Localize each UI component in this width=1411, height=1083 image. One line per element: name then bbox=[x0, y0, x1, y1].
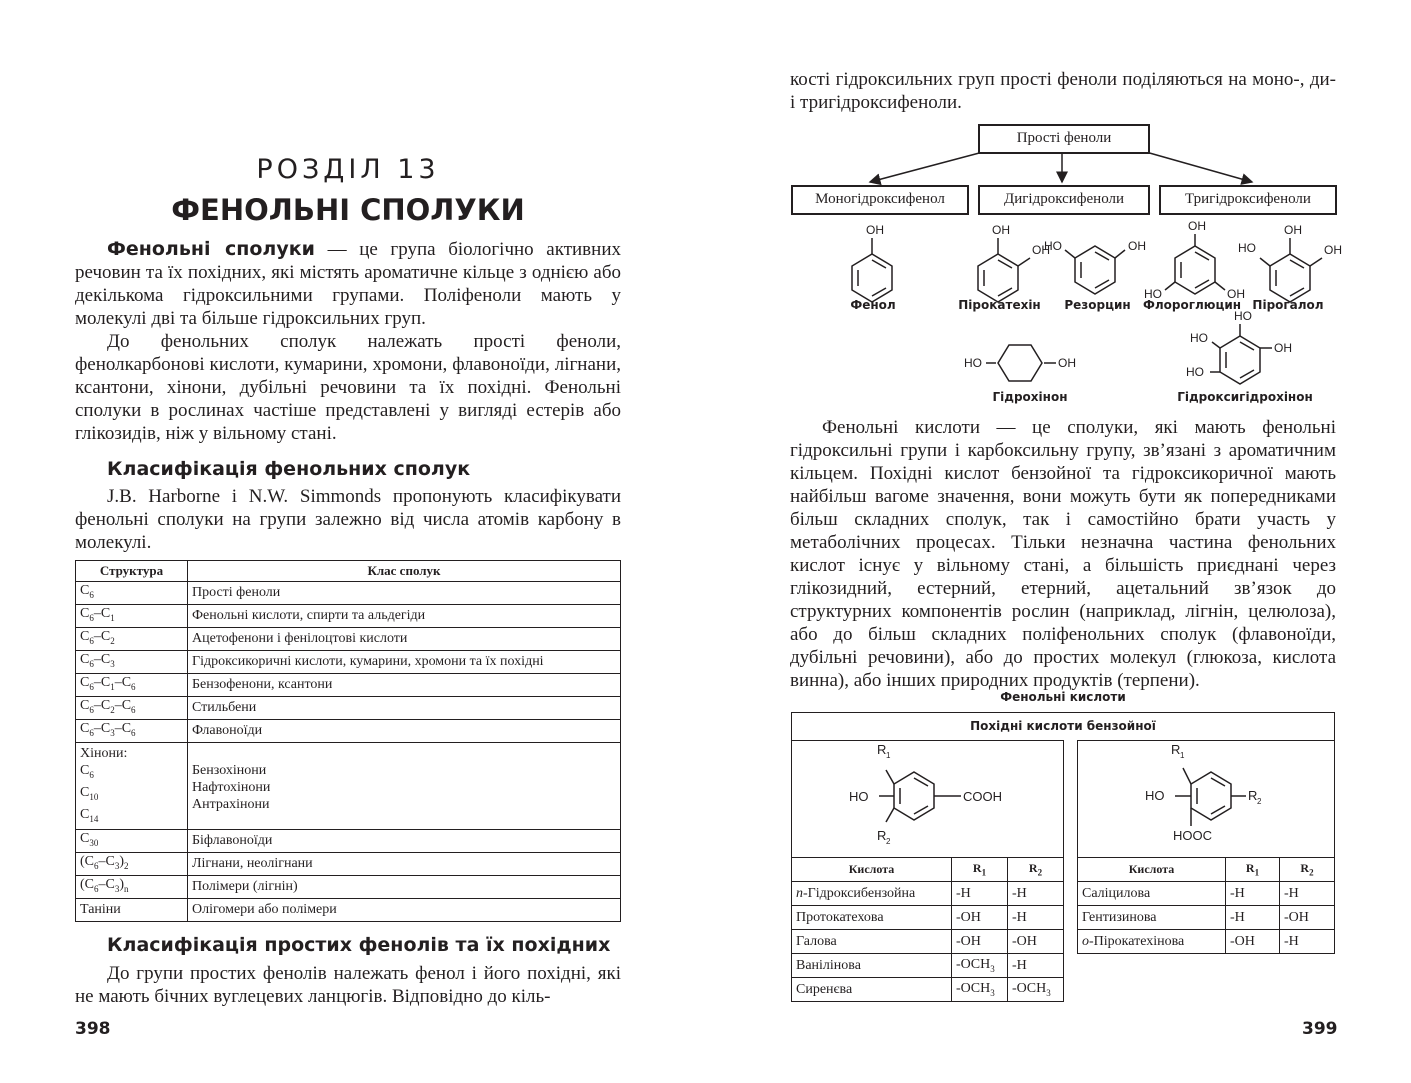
paragraph-top-block bbox=[790, 68, 1336, 114]
acid-name: Сиренєва bbox=[792, 978, 952, 1002]
anthraquinones: Антрахінони bbox=[192, 797, 270, 812]
intro-text bbox=[75, 238, 621, 445]
paragraph-intro bbox=[75, 238, 621, 330]
svg-text:1: 1 bbox=[1180, 751, 1185, 760]
structure-cell: $C_6-C_2-C_6$ bbox=[76, 697, 188, 720]
table-row bbox=[792, 978, 1064, 1002]
paragraph-2: До фенольних сполук належать прості феноли, фенолкарбонові кислоти, кумарини, хромони, флавоноїди, лігнани, ксантони, хінони, дубільні речовини та їх похідні. Фенольні сполуки в рослинах частіше представлені у вигляді естерів або глікозидів, ніж у вільному стані. bbox=[75, 331, 621, 444]
table-header-class: Клас сполук bbox=[188, 561, 621, 582]
acid-structures bbox=[791, 740, 1336, 858]
acid-name: п-Гідроксибензойна bbox=[792, 882, 952, 906]
svg-text:2: 2 bbox=[1257, 797, 1262, 806]
molecule-label-resorcinol: Резорцин bbox=[1064, 298, 1131, 312]
page-number-left: 398 bbox=[75, 1019, 111, 1039]
table-row bbox=[76, 582, 621, 605]
table-row bbox=[76, 720, 621, 743]
svg-text:OH: OH bbox=[1284, 223, 1302, 237]
acid-r2: -OH bbox=[1008, 930, 1064, 954]
acid-r1: -H bbox=[1226, 882, 1280, 906]
acid-r2: -H bbox=[1280, 882, 1335, 906]
paragraph-acids-block bbox=[790, 416, 1336, 692]
svg-text:1: 1 bbox=[886, 751, 891, 760]
paragraph-top: кості гідроксильних груп прості феноли поділяються на моно-, ди- і тригідроксифеноли. bbox=[790, 69, 1336, 113]
chapter-title: ФЕНОЛЬНІ СПОЛУКИ bbox=[171, 193, 525, 227]
acid-r1: -H bbox=[1226, 906, 1280, 930]
table-row bbox=[792, 954, 1064, 978]
intro-term: Фенольні сполуки bbox=[107, 238, 315, 260]
svg-text:OH: OH bbox=[1227, 287, 1245, 301]
svg-text:OH: OH bbox=[1128, 239, 1146, 253]
structure-cell: $C_6$ bbox=[76, 582, 188, 605]
heading-classification: Класифікація фенольних сполук bbox=[107, 458, 471, 480]
page-number-right: 399 bbox=[1302, 1019, 1338, 1039]
table-row bbox=[76, 876, 621, 899]
structure-cell: Таніни bbox=[76, 899, 188, 922]
tree-box-di: Дигідроксифеноли bbox=[978, 185, 1150, 215]
table-row bbox=[76, 830, 621, 853]
table-row bbox=[76, 899, 621, 922]
acid-header-name: Кислота bbox=[792, 858, 952, 882]
svg-text:R: R bbox=[1248, 788, 1258, 803]
acid-name: Ванілінова bbox=[792, 954, 952, 978]
class-cell: Гідроксикоричні кислоти, кумарини, хромони та їх похідні bbox=[188, 651, 621, 674]
svg-text:HO: HO bbox=[964, 356, 982, 370]
classification-table bbox=[75, 560, 621, 922]
table-row bbox=[76, 674, 621, 697]
svg-text:OH: OH bbox=[1188, 219, 1206, 233]
acid-r1: $-OCH_3$ bbox=[952, 978, 1008, 1002]
table-row bbox=[792, 906, 1064, 930]
acid-name: Галова bbox=[792, 930, 952, 954]
structure-cell: $(C_6-C_3)_n$ bbox=[76, 876, 188, 899]
acid-r1: -H bbox=[952, 882, 1008, 906]
tree-box-tri: Тригідроксифеноли bbox=[1159, 185, 1337, 215]
svg-text:OH: OH bbox=[866, 223, 884, 237]
acid-r2: $-OCH_3$ bbox=[1008, 978, 1064, 1002]
structure-cell: Хінони: $C_6$ $C_{10}$ $C_{14}$ bbox=[76, 743, 188, 830]
molecule-label-hydroxyhydroquinone: Гідроксигідрохінон bbox=[1177, 390, 1313, 404]
svg-text:HO: HO bbox=[1186, 365, 1204, 379]
class-cell: Біфлавоноїди bbox=[188, 830, 621, 853]
acid-r2: -OH bbox=[1280, 906, 1335, 930]
acid-header-r1: $R_1$ bbox=[952, 858, 1008, 882]
table-row bbox=[1078, 930, 1335, 954]
structure-cell: $C_6-C_1$ bbox=[76, 605, 188, 628]
acid-r2: -H bbox=[1008, 906, 1064, 930]
table-row bbox=[76, 651, 621, 674]
table-row bbox=[792, 930, 1064, 954]
svg-text:HO: HO bbox=[1044, 239, 1062, 253]
svg-text:HO: HO bbox=[1238, 241, 1256, 255]
svg-text:HO: HO bbox=[1145, 788, 1165, 803]
svg-text:HO: HO bbox=[849, 789, 869, 804]
acid-name: Протокатехова bbox=[792, 906, 952, 930]
acid-table-title-box bbox=[791, 712, 1335, 740]
table-row bbox=[1078, 882, 1335, 906]
naphthoquinones: Нафтохінони bbox=[192, 780, 271, 795]
acid-table-right bbox=[1077, 857, 1335, 954]
acid-header-r2: $R_2$ bbox=[1280, 858, 1335, 882]
class-cell: Стильбени bbox=[188, 697, 621, 720]
svg-text:R: R bbox=[877, 742, 887, 757]
table-row bbox=[76, 697, 621, 720]
class-cell: Фенольні кислоти, спирти та альдегіди bbox=[188, 605, 621, 628]
acid-r1: $-OCH_3$ bbox=[952, 954, 1008, 978]
svg-text:COOH: COOH bbox=[963, 789, 1002, 804]
acid-table-left bbox=[791, 857, 1064, 1002]
svg-text:OH: OH bbox=[1032, 243, 1050, 257]
svg-text:HO: HO bbox=[1190, 331, 1208, 345]
table-header-structure: Структура bbox=[76, 561, 188, 582]
intro-rest: — це група біологічно активних речовин та їх похідних, які містять ароматичне кільце з однією або декількома гідроксильними групами. Поліфеноли мають у молекулі дві та більше гідроксильних груп. bbox=[75, 239, 621, 329]
table-row bbox=[1078, 906, 1335, 930]
svg-text:R: R bbox=[877, 828, 887, 843]
quinones-label: Хінони: bbox=[80, 746, 128, 761]
tree-root-box: Прості феноли bbox=[978, 124, 1150, 154]
class-cell: Флавоноїди bbox=[188, 720, 621, 743]
acid-r2: -H bbox=[1008, 882, 1064, 906]
table-row bbox=[76, 605, 621, 628]
svg-text:2: 2 bbox=[886, 837, 891, 846]
acid-name: Саліцилова bbox=[1078, 882, 1226, 906]
svg-text:HO: HO bbox=[1234, 309, 1252, 323]
paragraph-4: До групи простих фенолів належать фенол і його похідні, які не мають бічних вуглецевих ланцюгів. Відповідно до кіль- bbox=[75, 963, 621, 1007]
molecule-structures bbox=[790, 218, 1350, 408]
acid-header-name: Кислота bbox=[1078, 858, 1226, 882]
molecule-label-hydroquinone: Гідрохінон bbox=[992, 390, 1068, 404]
structure-cell: $C_6-C_3-C_6$ bbox=[76, 720, 188, 743]
acid-name: о-Пірокатехінова bbox=[1078, 930, 1226, 954]
svg-text:OH: OH bbox=[992, 223, 1010, 237]
paragraph-3: J.B. Harborne і N.W. Simmonds пропонують класифікувати фенольні сполуки на групи залежно від числа атомів карбону в молекулі. bbox=[75, 486, 621, 553]
molecule-label-phenol: Фенол bbox=[850, 298, 896, 312]
molecule-label-phloroglucinol: Флороглюцин bbox=[1142, 298, 1242, 312]
heading-simple-phenols: Класифікація простих фенолів та їх похідних bbox=[107, 934, 611, 956]
structure-cell: $C_6-C_1-C_6$ bbox=[76, 674, 188, 697]
class-cell bbox=[188, 743, 621, 830]
tree-box-mono: Моногідроксифенол bbox=[791, 185, 969, 215]
acid-table-title: Похідні кислоти бензойної bbox=[970, 719, 1156, 733]
table-row bbox=[76, 853, 621, 876]
acid-name: Гентизинова bbox=[1078, 906, 1226, 930]
svg-text:OH: OH bbox=[1324, 243, 1342, 257]
structure-cell: $C_6-C_3$ bbox=[76, 651, 188, 674]
chapter-number: РОЗДІЛ 13 bbox=[256, 154, 440, 185]
class-cell: Лігнани, неолігнани bbox=[188, 853, 621, 876]
svg-text:HO: HO bbox=[1144, 287, 1162, 301]
structure-cell: $(C_6-C_3)_2$ bbox=[76, 853, 188, 876]
class-cell: Бензофенони, ксантони bbox=[188, 674, 621, 697]
acid-r1: -OH bbox=[952, 906, 1008, 930]
table-row bbox=[76, 743, 621, 830]
class-cell: Ацетофенони і фенілоцтові кислоти bbox=[188, 628, 621, 651]
molecule-label-pyrocatechol: Пірокатехін bbox=[958, 298, 1041, 312]
acid-header-r1: $R_1$ bbox=[1226, 858, 1280, 882]
svg-text:HOOC: HOOC bbox=[1173, 828, 1212, 843]
paragraph-4-block bbox=[75, 962, 621, 1008]
acid-r2: -H bbox=[1008, 954, 1064, 978]
class-cell: Олігомери або полімери bbox=[188, 899, 621, 922]
table-row bbox=[792, 882, 1064, 906]
molecule-label-pyrogallol: Пірогалол bbox=[1252, 298, 1324, 312]
structure-cell: $C_6-C_2$ bbox=[76, 628, 188, 651]
class-cell: Прості феноли bbox=[188, 582, 621, 605]
paragraph-acids: Фенольні кислоти — це сполуки, які мають фенольні гідроксильні групи і карбоксильну групу, зв’язані з ароматичним кільцем. Похідні кислот бензойної та гідроксикоричної мають найбільш вагоме значення, вони можуть бути як попередниками більш складних сполук, так і самостійно брати участь у метаболічних процесах. Тільки незначна частина фенольних кислот існує у вільному стані, а більшість приєднані через глікозидний, естерний, етерний, ацетальний зв’язок до структурних компонентів рослин (наприклад, лігнін, целюлоза), або до більш складних поліфенольних сполук (флавоноїди, дубільні речовини), або до простих молекул (глюкоза, кислота винна), або інших природних продуктів (терпени). bbox=[790, 417, 1336, 691]
svg-text:OH: OH bbox=[1058, 356, 1076, 370]
acid-r1: -OH bbox=[1226, 930, 1280, 954]
acid-r2: -H bbox=[1280, 930, 1335, 954]
svg-text:OH: OH bbox=[1274, 341, 1292, 355]
acid-header-r2: $R_2$ bbox=[1008, 858, 1064, 882]
structure-cell: $C_{30}$ bbox=[76, 830, 188, 853]
svg-text:R: R bbox=[1171, 742, 1181, 757]
table-row bbox=[76, 628, 621, 651]
class-cell: Полімери (лігнін) bbox=[188, 876, 621, 899]
acid-caption: Фенольні кислоти bbox=[1000, 690, 1126, 704]
acid-r1: -OH bbox=[952, 930, 1008, 954]
paragraph-3-block bbox=[75, 485, 621, 554]
benzoquinones: Бензохінони bbox=[192, 763, 267, 778]
